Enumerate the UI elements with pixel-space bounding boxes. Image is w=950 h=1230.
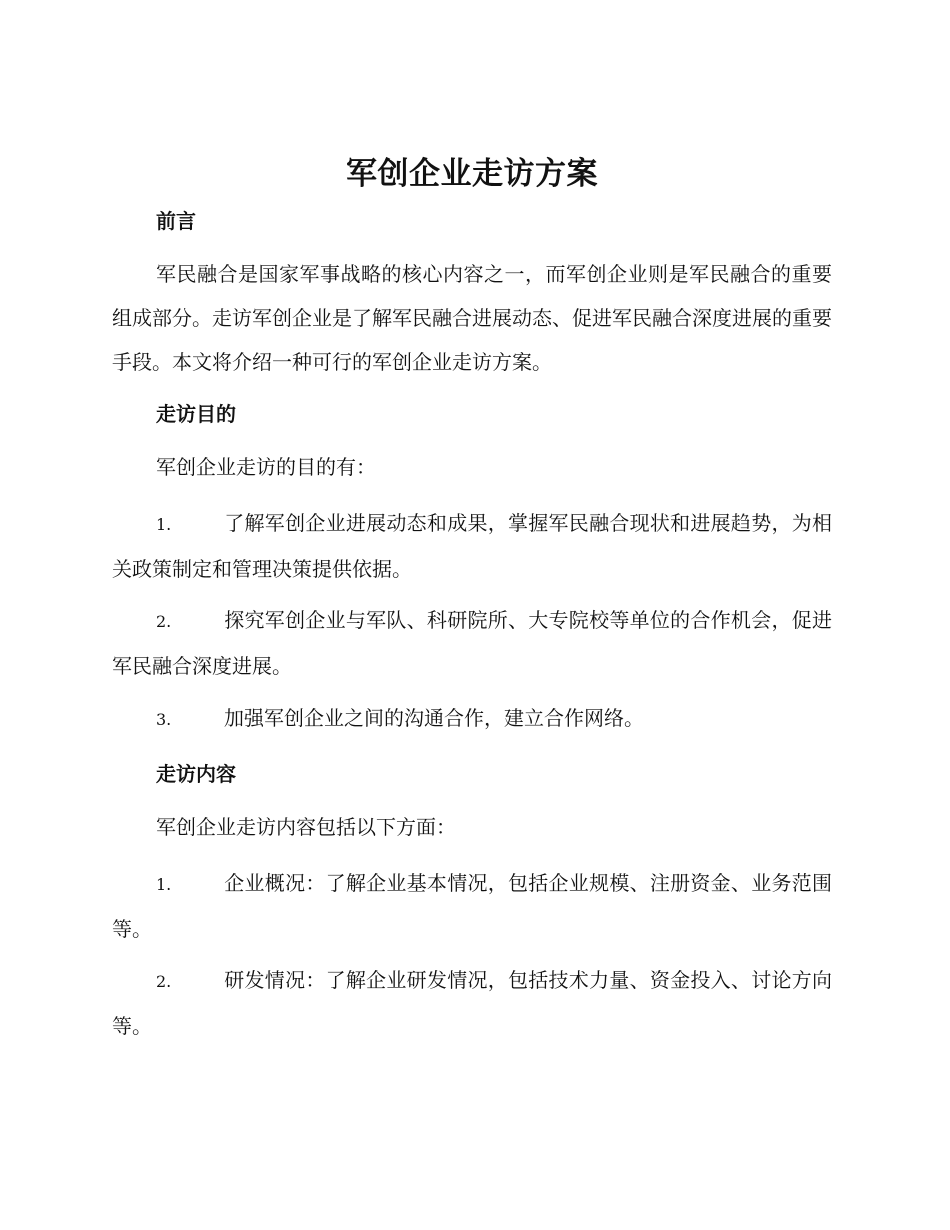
list-number: 2. xyxy=(156,972,172,991)
list-number: 1. xyxy=(156,875,172,894)
purpose-intro: 军创企业走访的目的有： xyxy=(156,455,376,479)
list-item-text: 探究军创企业与军队、科研院所、大专院校等单位的合作机会，促进军民融合深度进展。 xyxy=(112,608,832,678)
list-item-text: 研发情况：了解企业研发情况，包括技术力量、资金投入、讨论方向等。 xyxy=(112,968,832,1038)
list-item-text: 企业概况：了解企业基本情况，包括企业规模、注册资金、业务范围等。 xyxy=(112,871,832,941)
content-intro: 军创企业走访内容包括以下方面： xyxy=(156,815,456,839)
content-list-item xyxy=(112,861,832,951)
list-item-text: 了解军创企业进展动态和成果，掌握军民融合现状和进展趋势，为相关政策制定和管理决策提供依据。 xyxy=(112,511,832,581)
list-number: 3. xyxy=(156,710,172,729)
list-item-text: 加强军创企业之间的沟通合作，建立合作网络。 xyxy=(224,706,644,730)
list-number: 1. xyxy=(156,515,172,534)
purpose-list-item xyxy=(112,696,832,742)
content-list-item xyxy=(112,958,832,1048)
section-heading-purpose: 走访目的 xyxy=(156,402,236,426)
purpose-list-item xyxy=(112,501,832,591)
section-heading-preface: 前言 xyxy=(156,209,196,233)
document-title: 军创企业走访方案 xyxy=(346,156,598,192)
section-heading-content: 走访内容 xyxy=(156,762,236,786)
list-number: 2. xyxy=(156,612,172,631)
purpose-list-item xyxy=(112,598,832,688)
preface-paragraph: 军民融合是国家军事战略的核心内容之一，而军创企业则是军民融合的重要组成部分。走访军创企业是了解军民融合进展动态、促进军民融合深度进展的重要手段。本文将介绍一种可行的军创企业走访方案。 xyxy=(112,262,832,374)
